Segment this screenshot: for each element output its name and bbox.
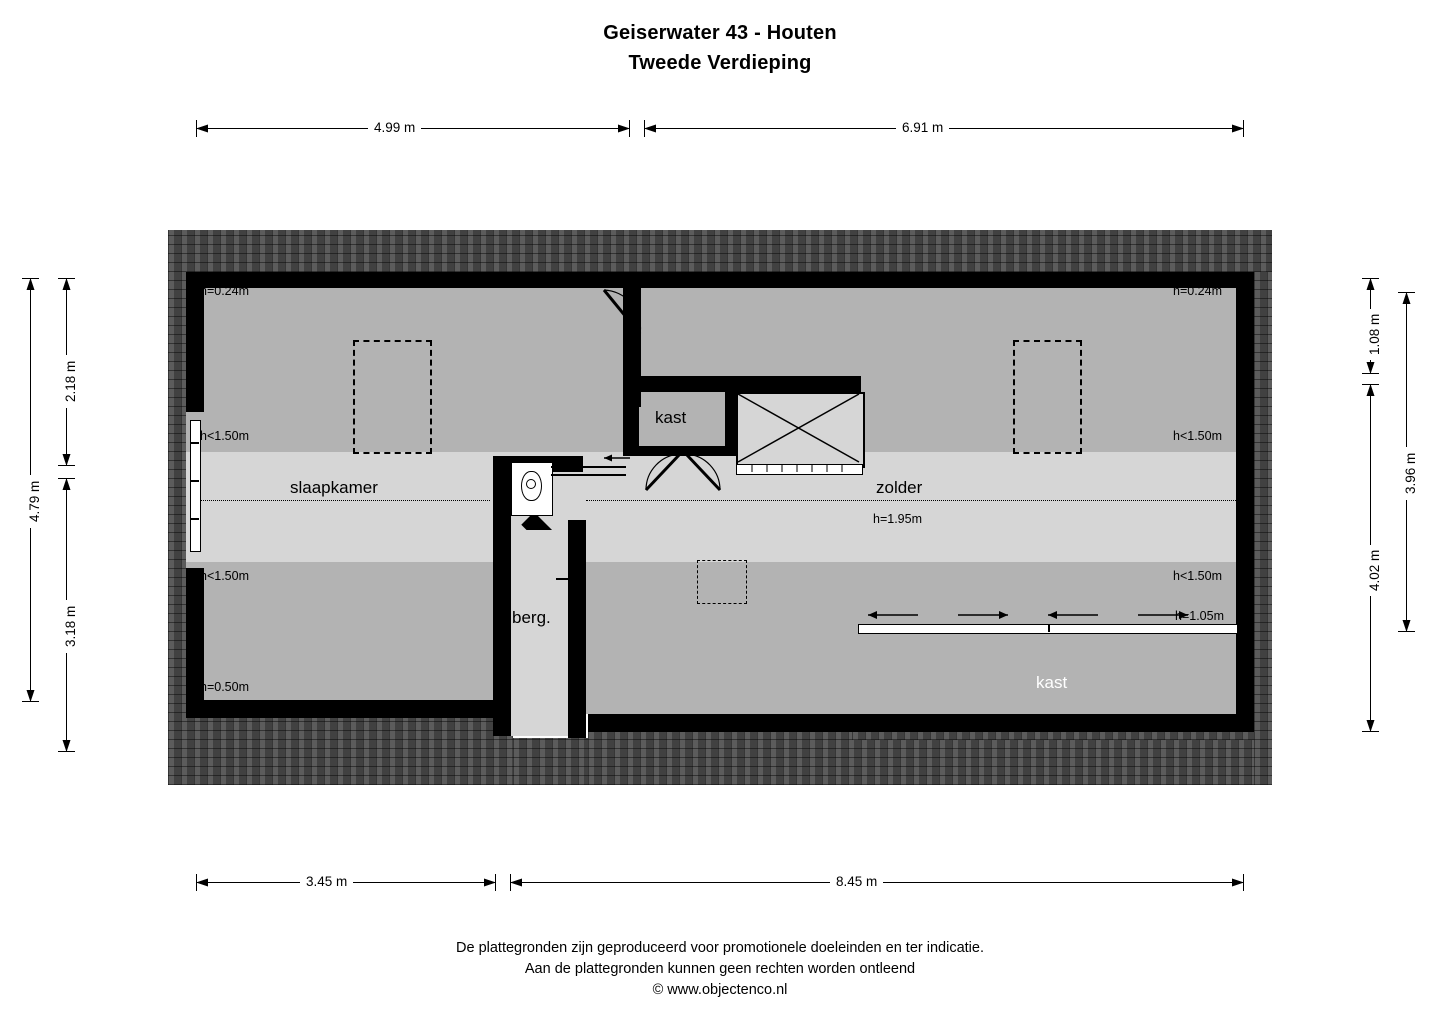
skylight-mid (697, 560, 747, 604)
kast-rail-tick (1048, 624, 1050, 632)
wall-bottom-left (186, 700, 513, 718)
height-right-low: h<1.50m (1173, 569, 1222, 583)
height-right-mid: h<1.50m (1173, 429, 1222, 443)
door-kast (642, 452, 682, 494)
page-subtitle: Tweede Verdieping (628, 52, 812, 74)
dimension-top-right-value: 6.91 m (896, 120, 949, 135)
room-label-slaapkamer: slaapkamer (290, 478, 378, 497)
toilet-pipe (551, 466, 626, 468)
floor-berging (511, 530, 568, 736)
dimension-right-outer (1398, 292, 1418, 632)
stair-treads (736, 464, 863, 475)
wall-left-window-bar2 (190, 480, 199, 482)
dimension-right-inner-top-value: 1.08 m (1367, 309, 1382, 360)
room-label-kast-top: kast (655, 408, 687, 427)
wall-bottom-right (588, 714, 1254, 732)
dimension-bottom-right (510, 874, 1244, 894)
floor-slaapkamer-upper (186, 272, 1254, 452)
wall-left-window-bar1 (190, 442, 199, 444)
height-bottom-mid: h=0.24m (785, 719, 834, 733)
dimension-bottom-right-value: 8.45 m (830, 874, 883, 889)
dimension-bottom-left (196, 874, 496, 894)
dimension-left-inner-top-value: 2.18 m (63, 355, 78, 408)
arrow-left-zolder (602, 452, 632, 464)
door-zolder (684, 452, 724, 494)
dimension-left-inner-top (58, 278, 78, 466)
wall-stair-top (741, 376, 861, 392)
roof-bottom-mid (513, 738, 588, 785)
dimension-left-outer-value: 4.79 m (27, 475, 42, 528)
height-zolder: h=1.95m (873, 512, 922, 526)
dimension-top-left-value: 4.99 m (368, 120, 421, 135)
dimension-right-inner-top (1362, 278, 1382, 374)
page-title: Geiserwater 43 - Houten (603, 22, 837, 44)
stair-block (736, 392, 865, 468)
dimension-top-left (196, 120, 630, 140)
wall-berging-left (493, 456, 511, 736)
wall-top (186, 272, 1254, 288)
dimension-right-outer-value: 3.96 m (1403, 447, 1418, 500)
door-upper (602, 288, 642, 338)
height-right-top: h=0.24m (1173, 284, 1222, 298)
dimension-right-inner-bottom (1362, 384, 1382, 732)
footer-line-3: © www.objectenco.nl (652, 982, 788, 998)
height-left-bottom: h=0.50m (200, 680, 249, 694)
skylight-right (1013, 340, 1082, 454)
toilet-fixture (511, 462, 553, 516)
roof-right (1254, 272, 1272, 785)
wall-kast-top (623, 376, 741, 392)
height-left-top: h=0.24m (200, 284, 249, 298)
ridge-line-right (586, 500, 1236, 501)
door-berging-handle (556, 578, 580, 580)
dimension-left-inner-bottom-value: 3.18 m (63, 600, 78, 653)
wall-kast-left (623, 376, 639, 456)
room-label-berging: berg. (512, 608, 551, 627)
wall-right-upper (1236, 272, 1254, 714)
wall-left-window-bar3 (190, 518, 199, 520)
floor-plan (168, 230, 1272, 785)
wall-left-lower (186, 568, 204, 718)
height-kast-right: h=1.05m (1175, 609, 1224, 623)
skylight-left (353, 340, 432, 454)
room-label-kast-right: kast (1036, 673, 1068, 692)
dimension-right-inner-bottom-value: 4.02 m (1367, 545, 1382, 596)
roof-top (168, 230, 1272, 272)
dimension-bottom-left-value: 3.45 m (300, 874, 353, 889)
dimension-left-outer (22, 278, 42, 702)
footer-line-1: De plattegronden zijn geproduceerd voor promotionele doeleinden en ter indicatie. (456, 940, 984, 956)
dimension-left-inner-bottom (58, 478, 78, 752)
ridge-line-left (200, 500, 490, 501)
door-berging (568, 560, 570, 600)
toilet-pipe-2 (551, 474, 626, 476)
height-left-low: h<1.50m (200, 569, 249, 583)
footer-line-2: Aan de plattegronden kunnen geen rechten worden ontleend (524, 961, 916, 977)
height-left-mid: h<1.50m (200, 429, 249, 443)
dimension-top-right (644, 120, 1244, 140)
room-label-zolder: zolder (876, 478, 923, 497)
